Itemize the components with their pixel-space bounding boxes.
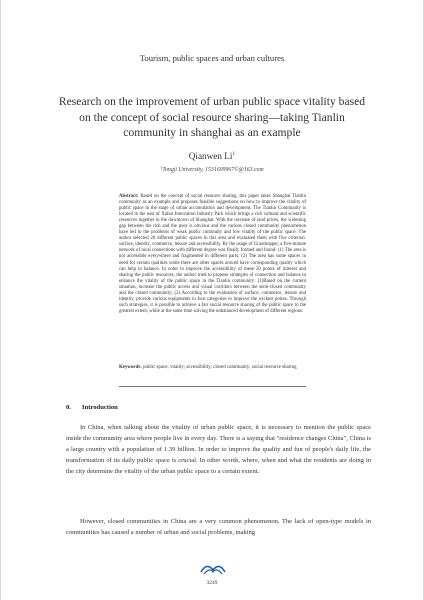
- running-header: Tourism, public spaces and urban cultures: [139, 53, 285, 63]
- publisher-logo-icon: [200, 563, 226, 575]
- paper-title: Research on the improvement of urban public space vitality based on the concept of social resource sharing—taking Tianlin community in shanghai as an example: [58, 95, 366, 140]
- body-paragraph: However, closed communities in China are a very common phenomenon. The lack of open-type models in communities has caused a number of urban and social problems, making: [66, 518, 371, 537]
- keywords-label: Keywords:: [119, 365, 142, 370]
- author-name: Qianwen Li: [188, 151, 233, 161]
- keywords-text: public space; vitality; accessibility; closed community; social resource sharing: [143, 365, 297, 370]
- page-number: 3249: [206, 580, 218, 586]
- section-heading: [66, 404, 118, 411]
- section-divider: [119, 386, 306, 387]
- section-title: Introduction: [82, 404, 118, 411]
- section-number: 0.: [66, 404, 71, 411]
- affiliation-line: [1, 165, 423, 173]
- affiliation-superscript: 1: [160, 165, 163, 170]
- affiliation: Tongji University, 1531609967©@163.com: [162, 167, 264, 173]
- author-superscript: 1: [232, 151, 236, 157]
- body-paragraph: In China, when talking about the vitality of urban public space, it is necessary to mention the public space inside the community area where people live in every day. There is a saying that "residence changes China", China is a large country with a population of 1.39 billion. In order to improve the quality and fun of people's daily life, the transformation of its daily public space is crucial. In other words, where, when and what the residents are doing in the city determine the vitality of the urban public space to a certain extent.: [66, 424, 371, 476]
- keywords: [119, 365, 306, 371]
- abstract-label: Abstract:: [119, 194, 139, 199]
- abstract: [119, 194, 306, 315]
- author-line: [1, 151, 423, 161]
- abstract-text: Based on the concept of social resource sharing, this paper takes Shanghai Tianlin community as an example and proposes feasible suggestions on how to improve the vitality of public space in the stage of urban accumulation and development. The Tianlin Community is located in the east of Xuhui Innovation Industry Park which brings a rich cultural and scientific resources together in the downtown of Shanghai. With the increase of land prices, the widening gap between the rich and the poor is obvious and the various closed community phenomenon have led to the problems of weak public continuity and low vitality of the public space. The author selected 20 different public spaces in this area and evaluated them with five criterion: surface, identity, commerce, leisure and accessibility. By the usage of Grasshopper, a five-minute network of local connections with different degree was finally formed and found: (1) The area is not accessible everywhere and fragmented in different parts; (2) The area has some spaces in need for certain qualities while there are other spaces around have corresponding quality which can help to balance. In order to improve the accessibility of these 20 points of interest and sharing the public resources, the author tried to propose strategies of connection and balance to enhance the vitality of the public space in the Tianlin community: (1)Based on the current situation, increase the public access and visual corridors between the semi-closed community and the closed community; (2) According to the evaluation of surface, commerce, leisure and identity, provide various equipments in four categories to improve the wickest points. Through such strategies, it is possible to achieve a fair social resource sharing of the public space to the greatest extent, while at the same time solving the unbalanced development of different regions.: [119, 194, 307, 314]
